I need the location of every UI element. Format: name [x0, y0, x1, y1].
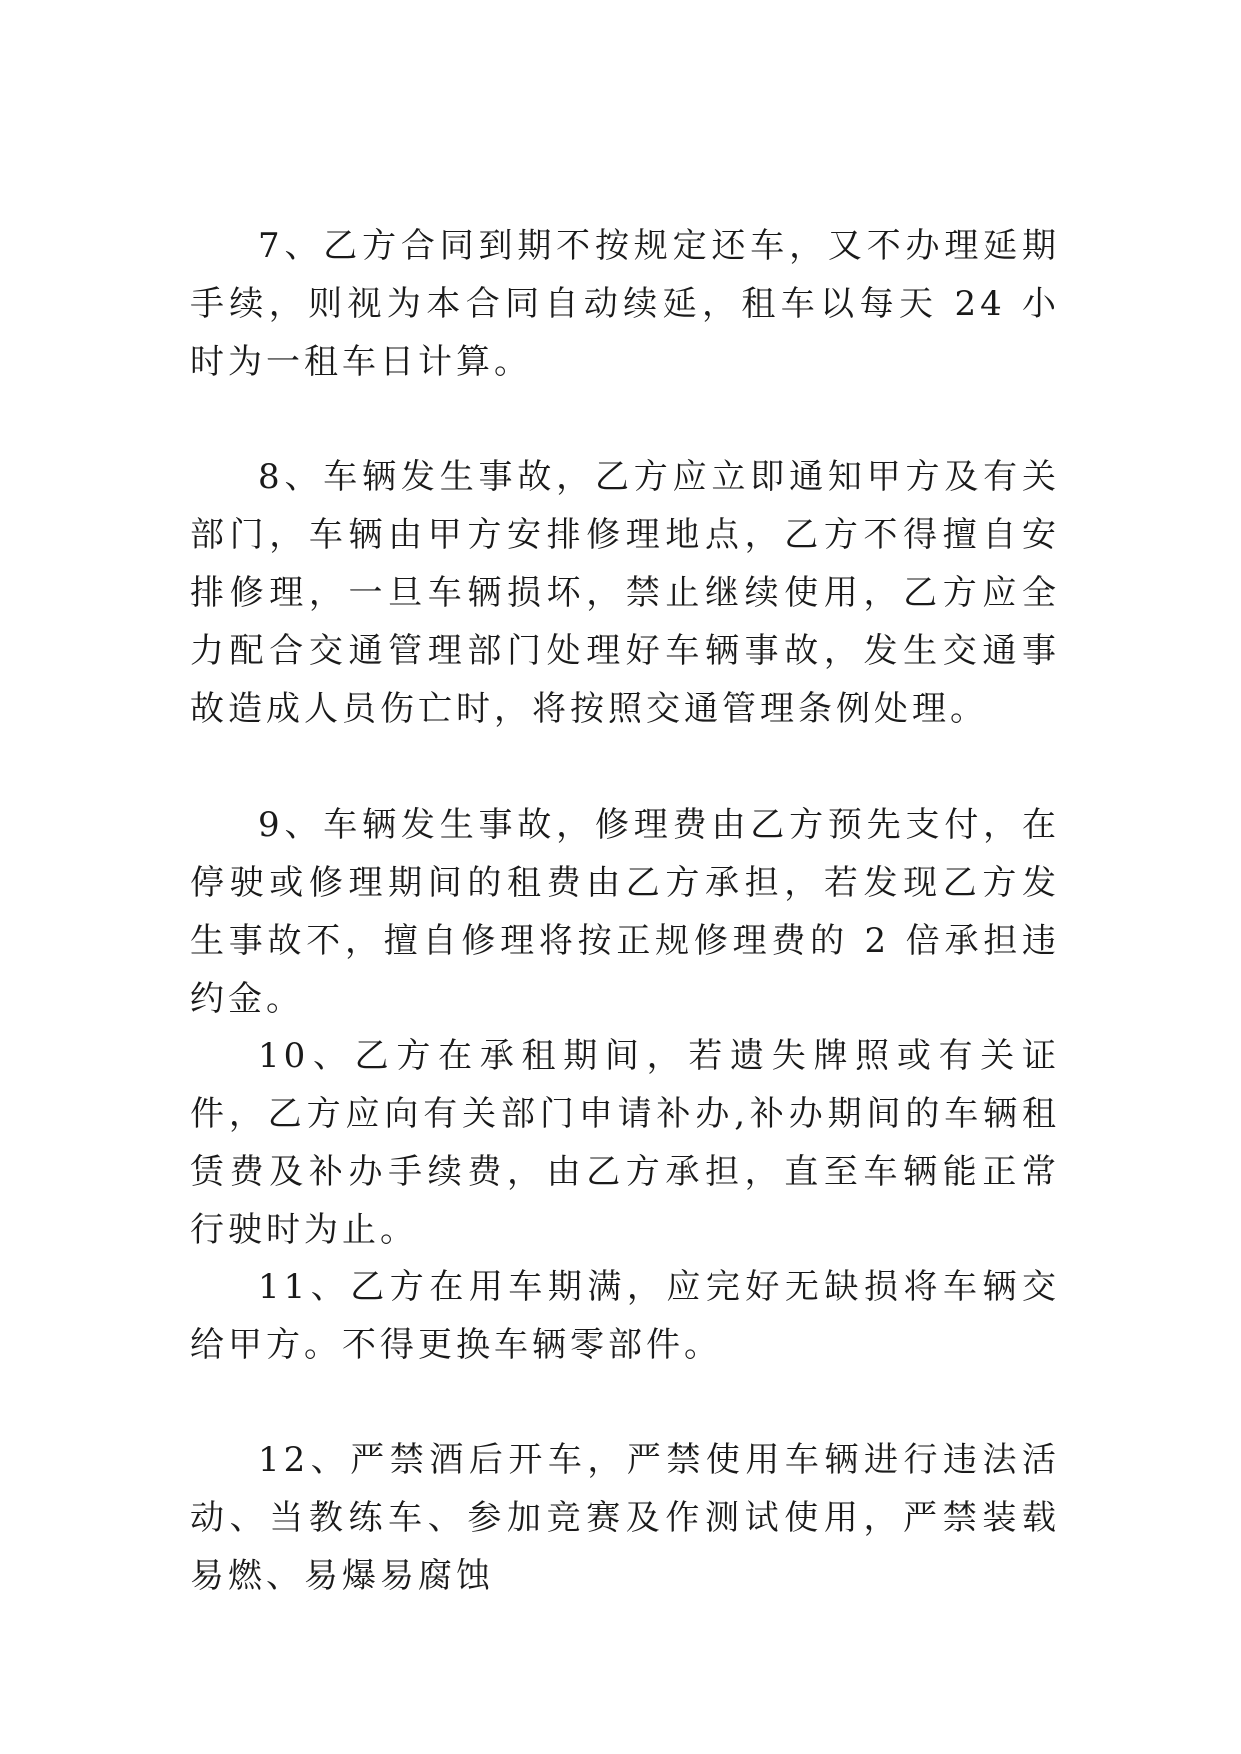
clause-9: 9、车辆发生事故，修理费由乙方预先支付，在停驶或修理期间的租费由乙方承担，若发现乙方发生事故不，擅自修理将按正规修理费的 2 倍承担违约金。 [190, 805, 1060, 1019]
clause-7: 7、乙方合同到期不按规定还车，又不办理延期手续，则视为本合同自动续延，租车以每天 24 小时为一租车日计算。 [190, 226, 1060, 382]
clause-8: 8、车辆发生事故，乙方应立即通知甲方及有关部门，车辆由甲方安排修理地点，乙方不得擅自安排修理，一旦车辆损坏，禁止继续使用，乙方应全力配合交通管理部门处理好车辆事故，发生交通事故造成人员伤亡时，将按照交通管理条例处理。 [190, 457, 1060, 729]
clause-12: 12、严禁酒后开车，严禁使用车辆进行违法活动、当教练车、参加竞赛及作测试使用，严禁装载易燃、易爆易腐蚀 [190, 1440, 1060, 1596]
clause-10: 10、乙方在承租期间，若遗失牌照或有关证件，乙方应向有关部门申请补办,补办期间的车辆租赁费及补办手续费，由乙方承担，直至车辆能正常行驶时为止。 [190, 1036, 1060, 1250]
clause-11: 11、乙方在用车期满，应完好无缺损将车辆交给甲方。不得更换车辆零部件。 [190, 1267, 1060, 1365]
